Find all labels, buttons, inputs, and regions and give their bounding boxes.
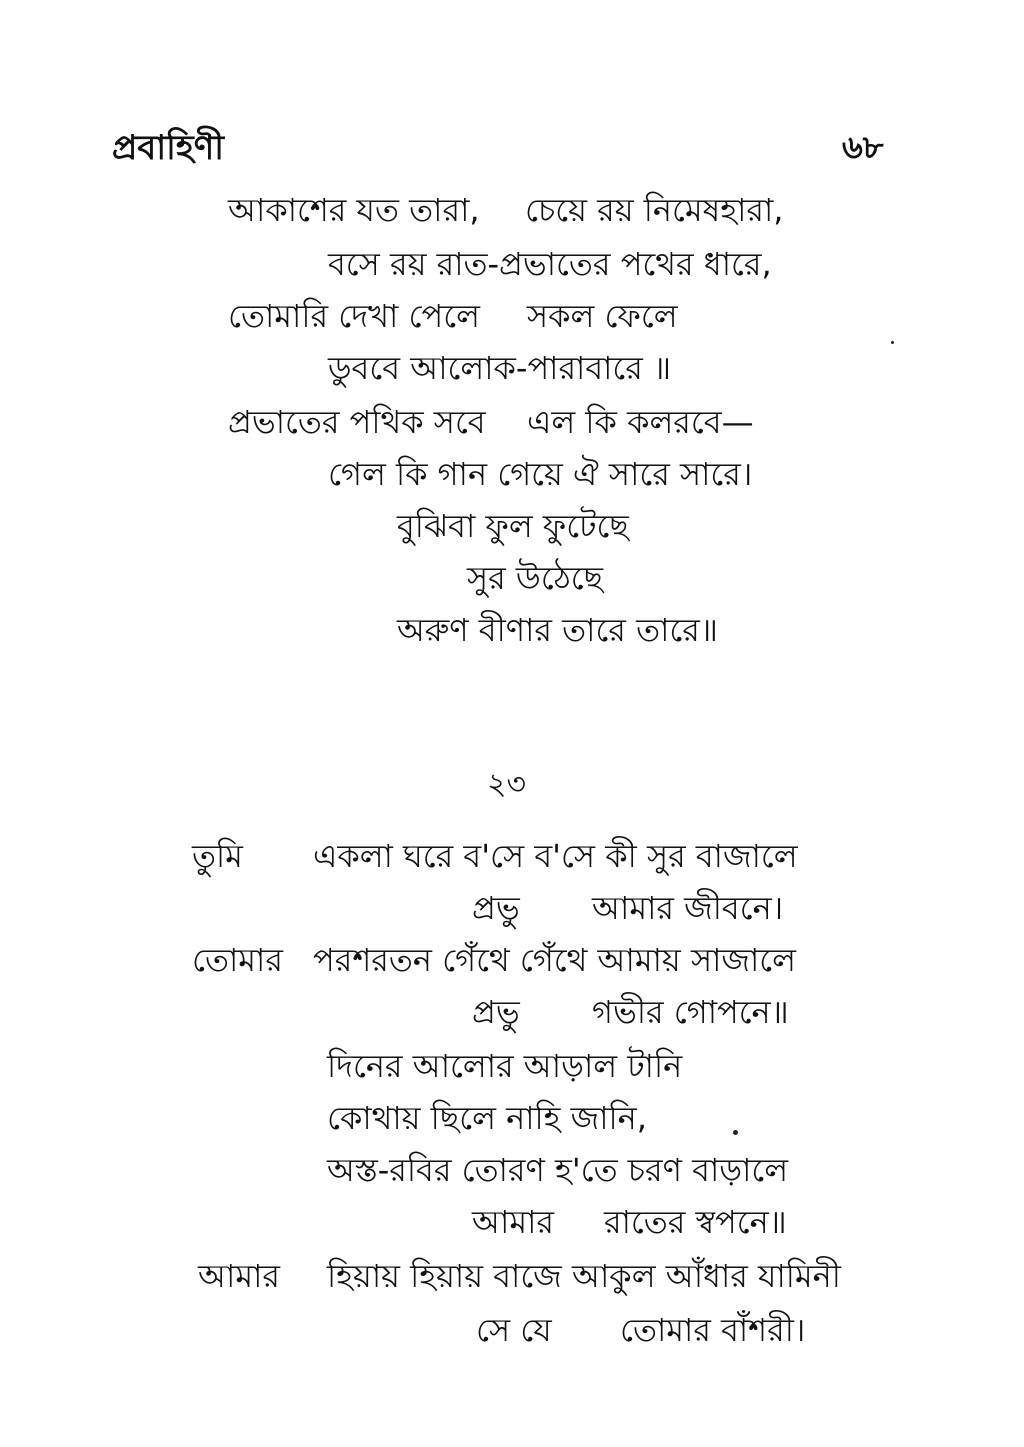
verse-segment: চেয়ে রয় নিমেষহারা, xyxy=(525,191,784,229)
scan-speck xyxy=(891,341,894,344)
verse-segment: বসে রয় রাত-প্রভাতের পথের ধারে, xyxy=(328,245,772,283)
verse-segment: তুমি xyxy=(192,837,243,875)
verse-line xyxy=(0,610,1024,650)
verse-segment: বুঝিবা ফুল ফুটেছে xyxy=(397,507,629,545)
verse-line xyxy=(0,1310,1024,1350)
verse-segment: আমার xyxy=(198,1257,280,1295)
verse-segment: গেল কি গান গেয়ে ঐ সারে সারে। xyxy=(328,455,753,493)
verse-segment: সুর উঠেছে xyxy=(467,559,604,597)
verse-line xyxy=(0,454,1024,494)
verse-segment: আমার xyxy=(472,1203,554,1241)
verse-segment: প্রভাতের পথিক সবে xyxy=(228,403,486,441)
verse-segment: তোমারি দেখা পেলে xyxy=(228,297,480,335)
verse-segment: তোমার বাঁশরী। xyxy=(620,1311,806,1349)
verse-segment: কোথায় ছিলে নাহি জানি, xyxy=(327,1099,647,1137)
verse-line xyxy=(0,940,1024,980)
verse-segment: রাতের স্বপনে॥ xyxy=(604,1203,787,1241)
verse-line xyxy=(0,244,1024,284)
running-header-title: প্রবাহিণী xyxy=(112,128,225,168)
verse-line xyxy=(0,1046,1024,1086)
verse-segment: তোমার xyxy=(192,941,283,979)
verse-segment: একলা ঘরে ব'সে ব'সে কী সুর বাজালে xyxy=(313,837,798,875)
verse-line xyxy=(0,836,1024,876)
verse-segment: প্রভু xyxy=(472,889,520,927)
verse-segment: দিনের আলোর আড়াল টানি xyxy=(327,1047,683,1085)
scan-speck xyxy=(733,1130,738,1135)
verse-line xyxy=(0,1098,1024,1138)
verse-line xyxy=(0,296,1024,336)
verse-segment: সকল ফেলে xyxy=(527,297,678,335)
song-number: ২৩ xyxy=(487,767,527,802)
verse-segment: সে যে xyxy=(476,1311,552,1349)
verse-line xyxy=(0,1256,1024,1296)
verse-line xyxy=(0,506,1024,546)
verse-segment: এল কি কলরবে— xyxy=(527,403,754,441)
verse-line xyxy=(0,348,1024,388)
verse-segment: গভীর গোপনে॥ xyxy=(592,993,789,1031)
verse-segment: পরশরতন গেঁথে গেঁথে আমায় সাজালে xyxy=(313,941,796,979)
verse-line xyxy=(0,402,1024,442)
verse-segment: অরুণ বীণার তারে তারে॥ xyxy=(397,611,718,649)
page-number: ৬৮ xyxy=(842,128,884,166)
verse-segment: অস্ত-রবির তোরণ হ'তে চরণ বাড়ালে xyxy=(327,1151,789,1189)
verse-segment: প্রভু xyxy=(472,993,520,1031)
verse-line xyxy=(0,1150,1024,1190)
verse-segment: হিয়ায় হিয়ায় বাজে আকুল আঁধার যামিনী xyxy=(327,1257,841,1295)
verse-segment: ডুববে আলোক-পারাবারে ॥ xyxy=(328,349,672,387)
verse-line xyxy=(0,558,1024,598)
verse-line xyxy=(0,190,1024,230)
verse-line xyxy=(0,992,1024,1032)
verse-line xyxy=(0,1202,1024,1242)
verse-segment: আমার জীবনে। xyxy=(592,889,784,927)
verse-segment: আকাশের যত তারা, xyxy=(228,191,480,229)
verse-line xyxy=(0,888,1024,928)
